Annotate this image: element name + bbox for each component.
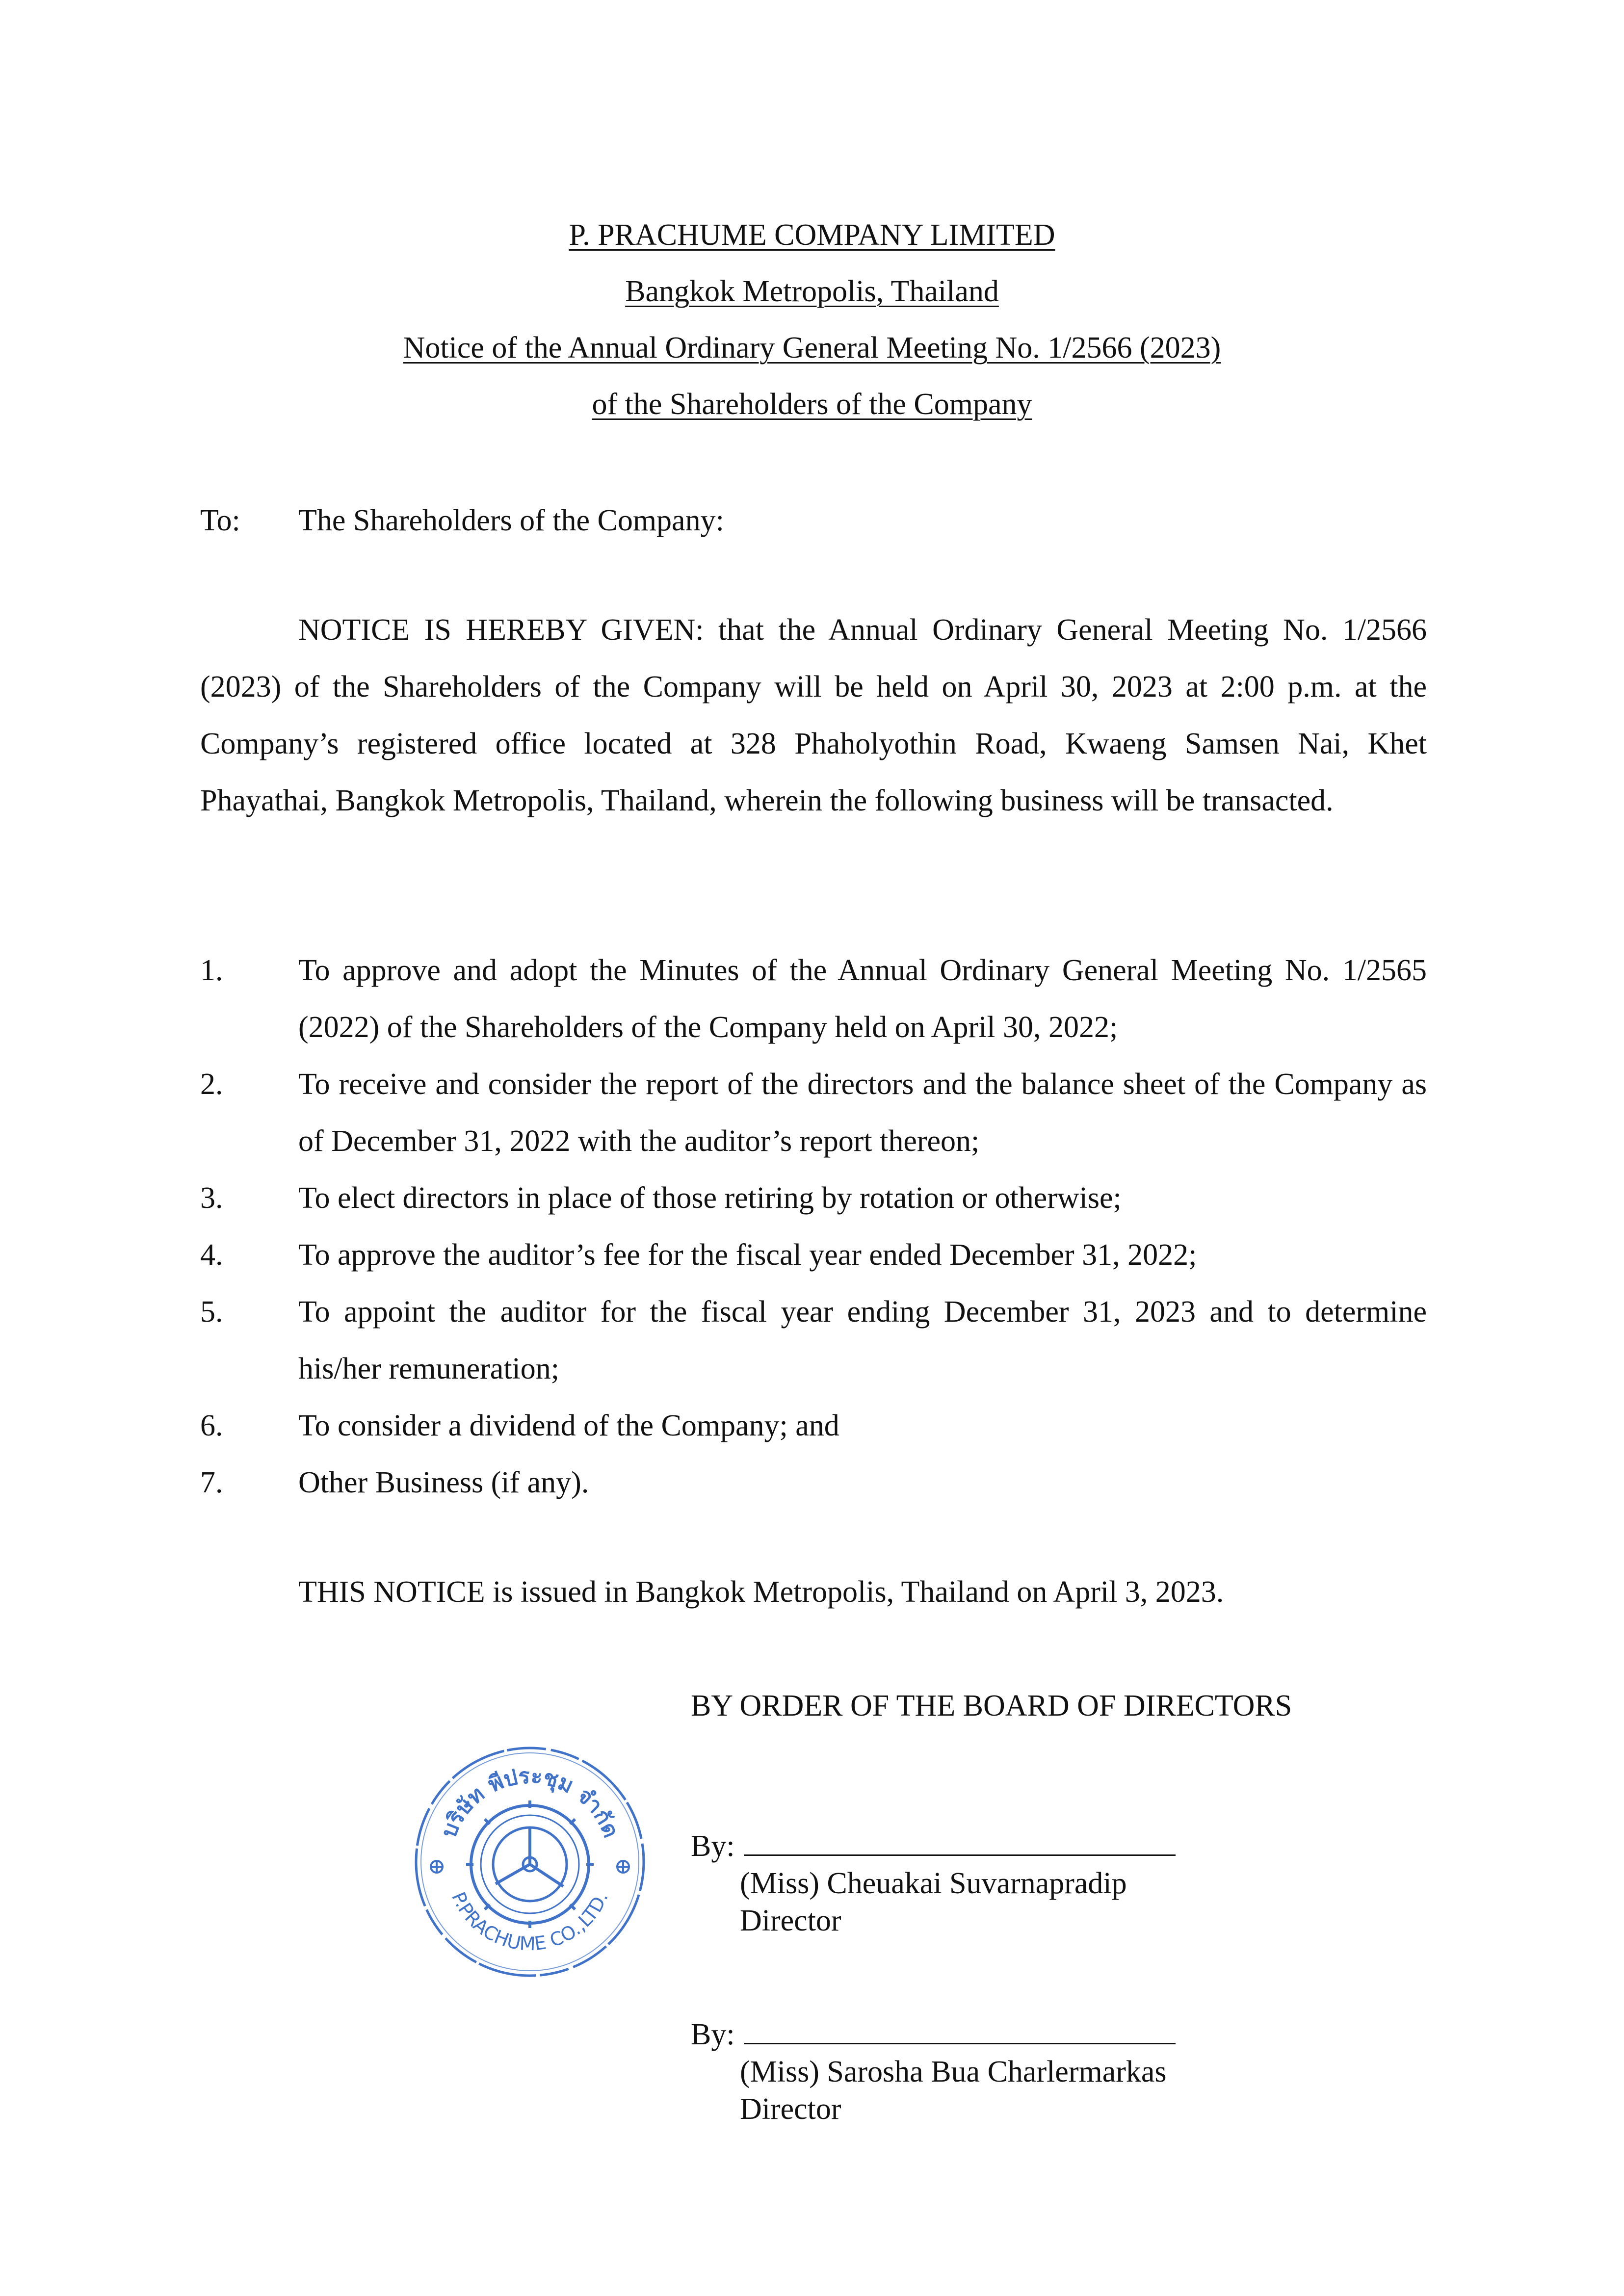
stamp-thai-text: บริษัท พีประชุม จำกัด	[436, 1763, 624, 1841]
agenda-item-number: 4.	[200, 1238, 223, 1272]
agenda-item-text: Other Business (if any).	[298, 1466, 589, 1499]
notice-subtitle-text: of the Shareholders of the Company	[592, 388, 1032, 421]
by-label: By:	[691, 2018, 735, 2051]
board-order: BY ORDER OF THE BOARD OF DIRECTORS	[691, 1689, 1292, 1722]
issued-statement: THIS NOTICE is issued in Bangkok Metropolis, Thailand on April 3, 2023.	[298, 1575, 1224, 1609]
company-location-text: Bangkok Metropolis, Thailand	[625, 275, 999, 308]
intro-paragraph	[200, 601, 1427, 829]
agenda-item-text: To approve and adopt the Minutes of the Annual Ordinary General Meeting No. 1/2565 (2022) of the Shareholders of the Company held on April 30, 2022;	[298, 954, 1427, 1044]
signatory-name: (Miss) Cheuakai Suvarnapradip	[740, 1867, 1127, 1900]
signatory-title: Director	[740, 2092, 841, 2126]
company-name-text: P. PRACHUME COMPANY LIMITED	[569, 218, 1055, 252]
agenda-item-number: 5.	[200, 1295, 223, 1329]
by-label: By:	[691, 1829, 735, 1863]
signature-blank	[744, 2018, 1176, 2044]
agenda-item-text: To receive and consider the report of the directors and the balance sheet of the Company as of December 31, 2022 with the auditor’s report thereon;	[298, 1068, 1427, 1158]
stamp-english-text: P.PRACHUME CO.,LTD.	[447, 1889, 612, 1955]
agenda-item	[200, 1283, 1427, 1397]
agenda-item	[200, 1226, 1427, 1283]
signature-blank	[744, 1830, 1176, 1856]
agenda-item-text: To approve the auditor’s fee for the fiscal year ended December 31, 2022;	[298, 1238, 1197, 1272]
agenda-item-text: To consider a dividend of the Company; and	[298, 1409, 839, 1442]
agenda-item	[200, 1397, 1427, 1454]
intro-text: NOTICE IS HEREBY GIVEN: that the Annual Ordinary General Meeting No. 1/2566 (2023) of the Shareholders of the Company will be held on April 30, 2023 at 2:00 p.m. at the Company’s registered office located at 328 Phaholyothin Road, Kwaeng Samsen Nai, Khet Phayathai, Bangkok Metropolis, Thailand, wherein the following business will be transacted.	[200, 613, 1427, 817]
company-name	[0, 220, 1624, 250]
agenda-item-text: To appoint the auditor for the fiscal year ending December 31, 2023 and to determine his/her remuneration;	[298, 1295, 1427, 1385]
signatory-name: (Miss) Sarosha Bua Charlermarkas	[740, 2055, 1167, 2088]
agenda-item-number: 6.	[200, 1409, 223, 1442]
signatory-title: Director	[740, 1904, 841, 1937]
signature-line-1	[691, 1830, 1176, 1861]
notice-title-text: Notice of the Annual Ordinary General Meeting No. 1/2566 (2023)	[403, 331, 1221, 365]
agenda-item	[200, 1454, 1427, 1511]
agenda-item-text: To elect directors in place of those retiring by rotation or otherwise;	[298, 1181, 1122, 1215]
agenda-item-number: 7.	[200, 1466, 223, 1499]
notice-title	[0, 333, 1624, 363]
signature-line-2	[691, 2018, 1176, 2050]
agenda-item	[200, 942, 1427, 1056]
addressee-value: The Shareholders of the Company:	[298, 504, 724, 537]
addressee-label: To:	[200, 504, 240, 537]
agenda-item-number: 1.	[200, 954, 223, 987]
agenda-item	[200, 1056, 1427, 1170]
notice-subtitle	[0, 389, 1624, 419]
agenda-item-number: 3.	[200, 1181, 223, 1215]
company-seal-stamp	[407, 1739, 653, 1984]
company-location	[0, 276, 1624, 307]
agenda-item-number: 2.	[200, 1068, 223, 1101]
agenda-item	[200, 1170, 1427, 1226]
